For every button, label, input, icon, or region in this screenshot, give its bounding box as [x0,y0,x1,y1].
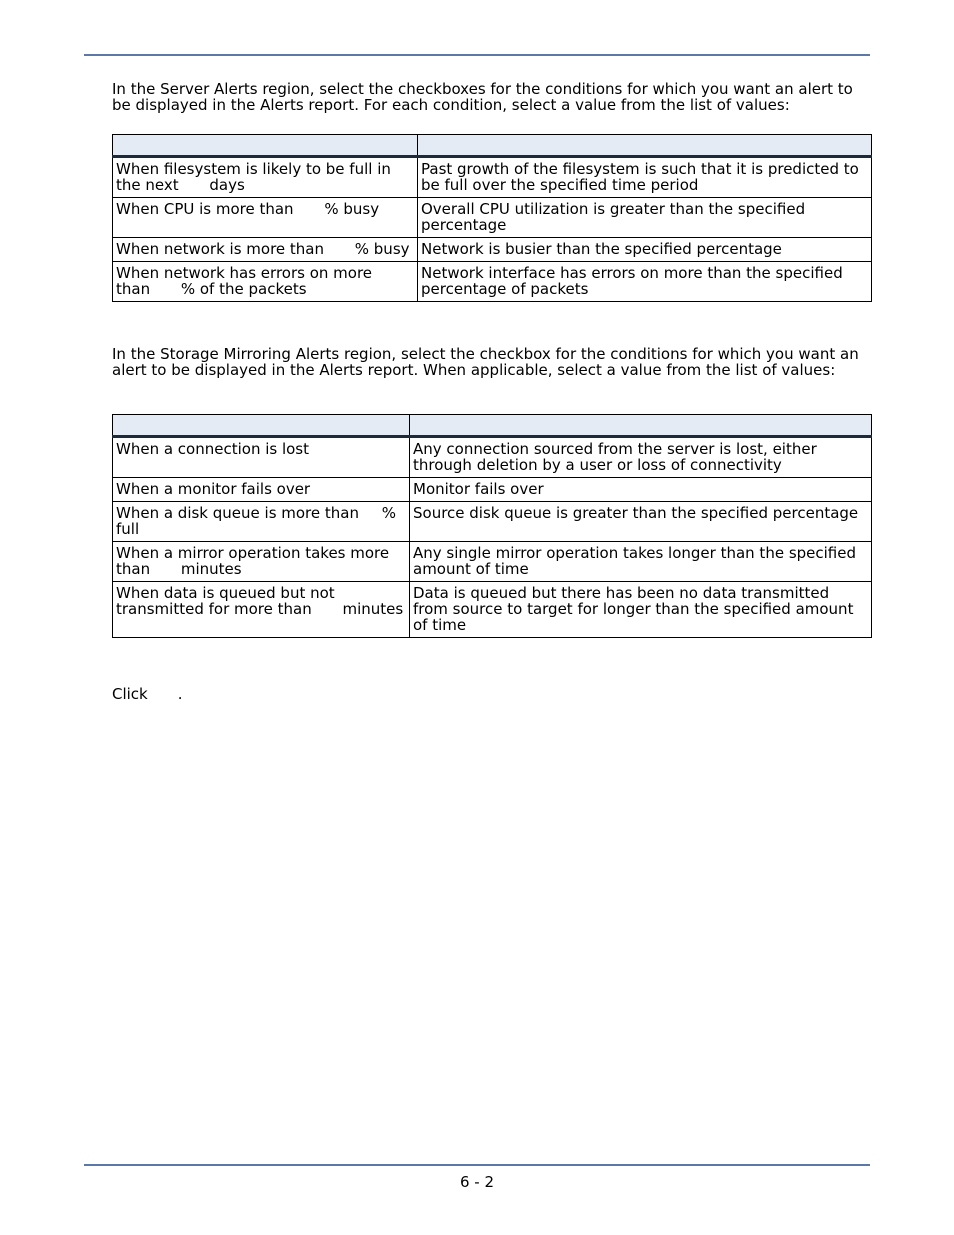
click-step [112,686,872,702]
description-cell: Any single mirror operation takes longer than the specified amount of time [410,542,872,582]
description-cell: Network is busier than the specified percentage [418,238,872,262]
table-row [113,262,872,302]
column-header-description [418,135,872,157]
table-row [113,157,872,198]
server-alerts-table [112,134,872,302]
description-cell: Overall CPU utilization is greater than the specified percentage [418,198,872,238]
table-row [113,437,872,478]
table-row [113,502,872,542]
description-cell: Past growth of the filesystem is such that it is predicted to be full over the specified time period [418,157,872,198]
description-cell: Source disk queue is greater than the specified percentage [410,502,872,542]
description-cell: Network interface has errors on more than the specified percentage of packets [418,262,872,302]
description-cell: Any connection sourced from the server is lost, either through deletion by a user or loss of connectivity [410,437,872,478]
mirroring-alerts-table [112,414,872,638]
footer-rule [84,1164,870,1166]
table-row [113,542,872,582]
header-rule [84,54,870,56]
table-row [113,582,872,638]
column-header-condition [113,415,410,437]
condition-cell: When data is queued but not transmitted for more than minutes [113,582,410,638]
condition-cell: When network has errors on more than % of the packets [113,262,418,302]
description-cell: Data is queued but there has been no data transmitted from source to target for longer than the specified amount of time [410,582,872,638]
condition-cell: When a connection is lost [113,437,410,478]
table-row [113,238,872,262]
table-header-row [113,415,872,437]
click-step-prefix: Click [112,685,148,703]
server-alerts-intro: In the Server Alerts region, select the checkboxes for the conditions for which you want an alert to be displayed in the Alerts report. For each condition, select a value from the list of values: [112,80,853,114]
mirroring-alerts-intro: In the Storage Mirroring Alerts region, select the checkbox for the conditions for which you want an alert to be displayed in the Alerts report. When applicable, select a value from the list of values: [112,345,859,379]
condition-cell: When network is more than % busy [113,238,418,262]
column-header-condition [113,135,418,157]
table-row [113,478,872,502]
column-header-description [410,415,872,437]
condition-cell: When a disk queue is more than % full [113,502,410,542]
condition-cell: When filesystem is likely to be full in the next days [113,157,418,198]
condition-cell: When CPU is more than % busy [113,198,418,238]
description-cell: Monitor fails over [410,478,872,502]
table-header-row [113,135,872,157]
click-step-suffix: . [177,685,183,703]
condition-cell: When a monitor fails over [113,478,410,502]
page-number: 6 - 2 [459,1173,495,1191]
table-row [113,198,872,238]
condition-cell: When a mirror operation takes more than minutes [113,542,410,582]
